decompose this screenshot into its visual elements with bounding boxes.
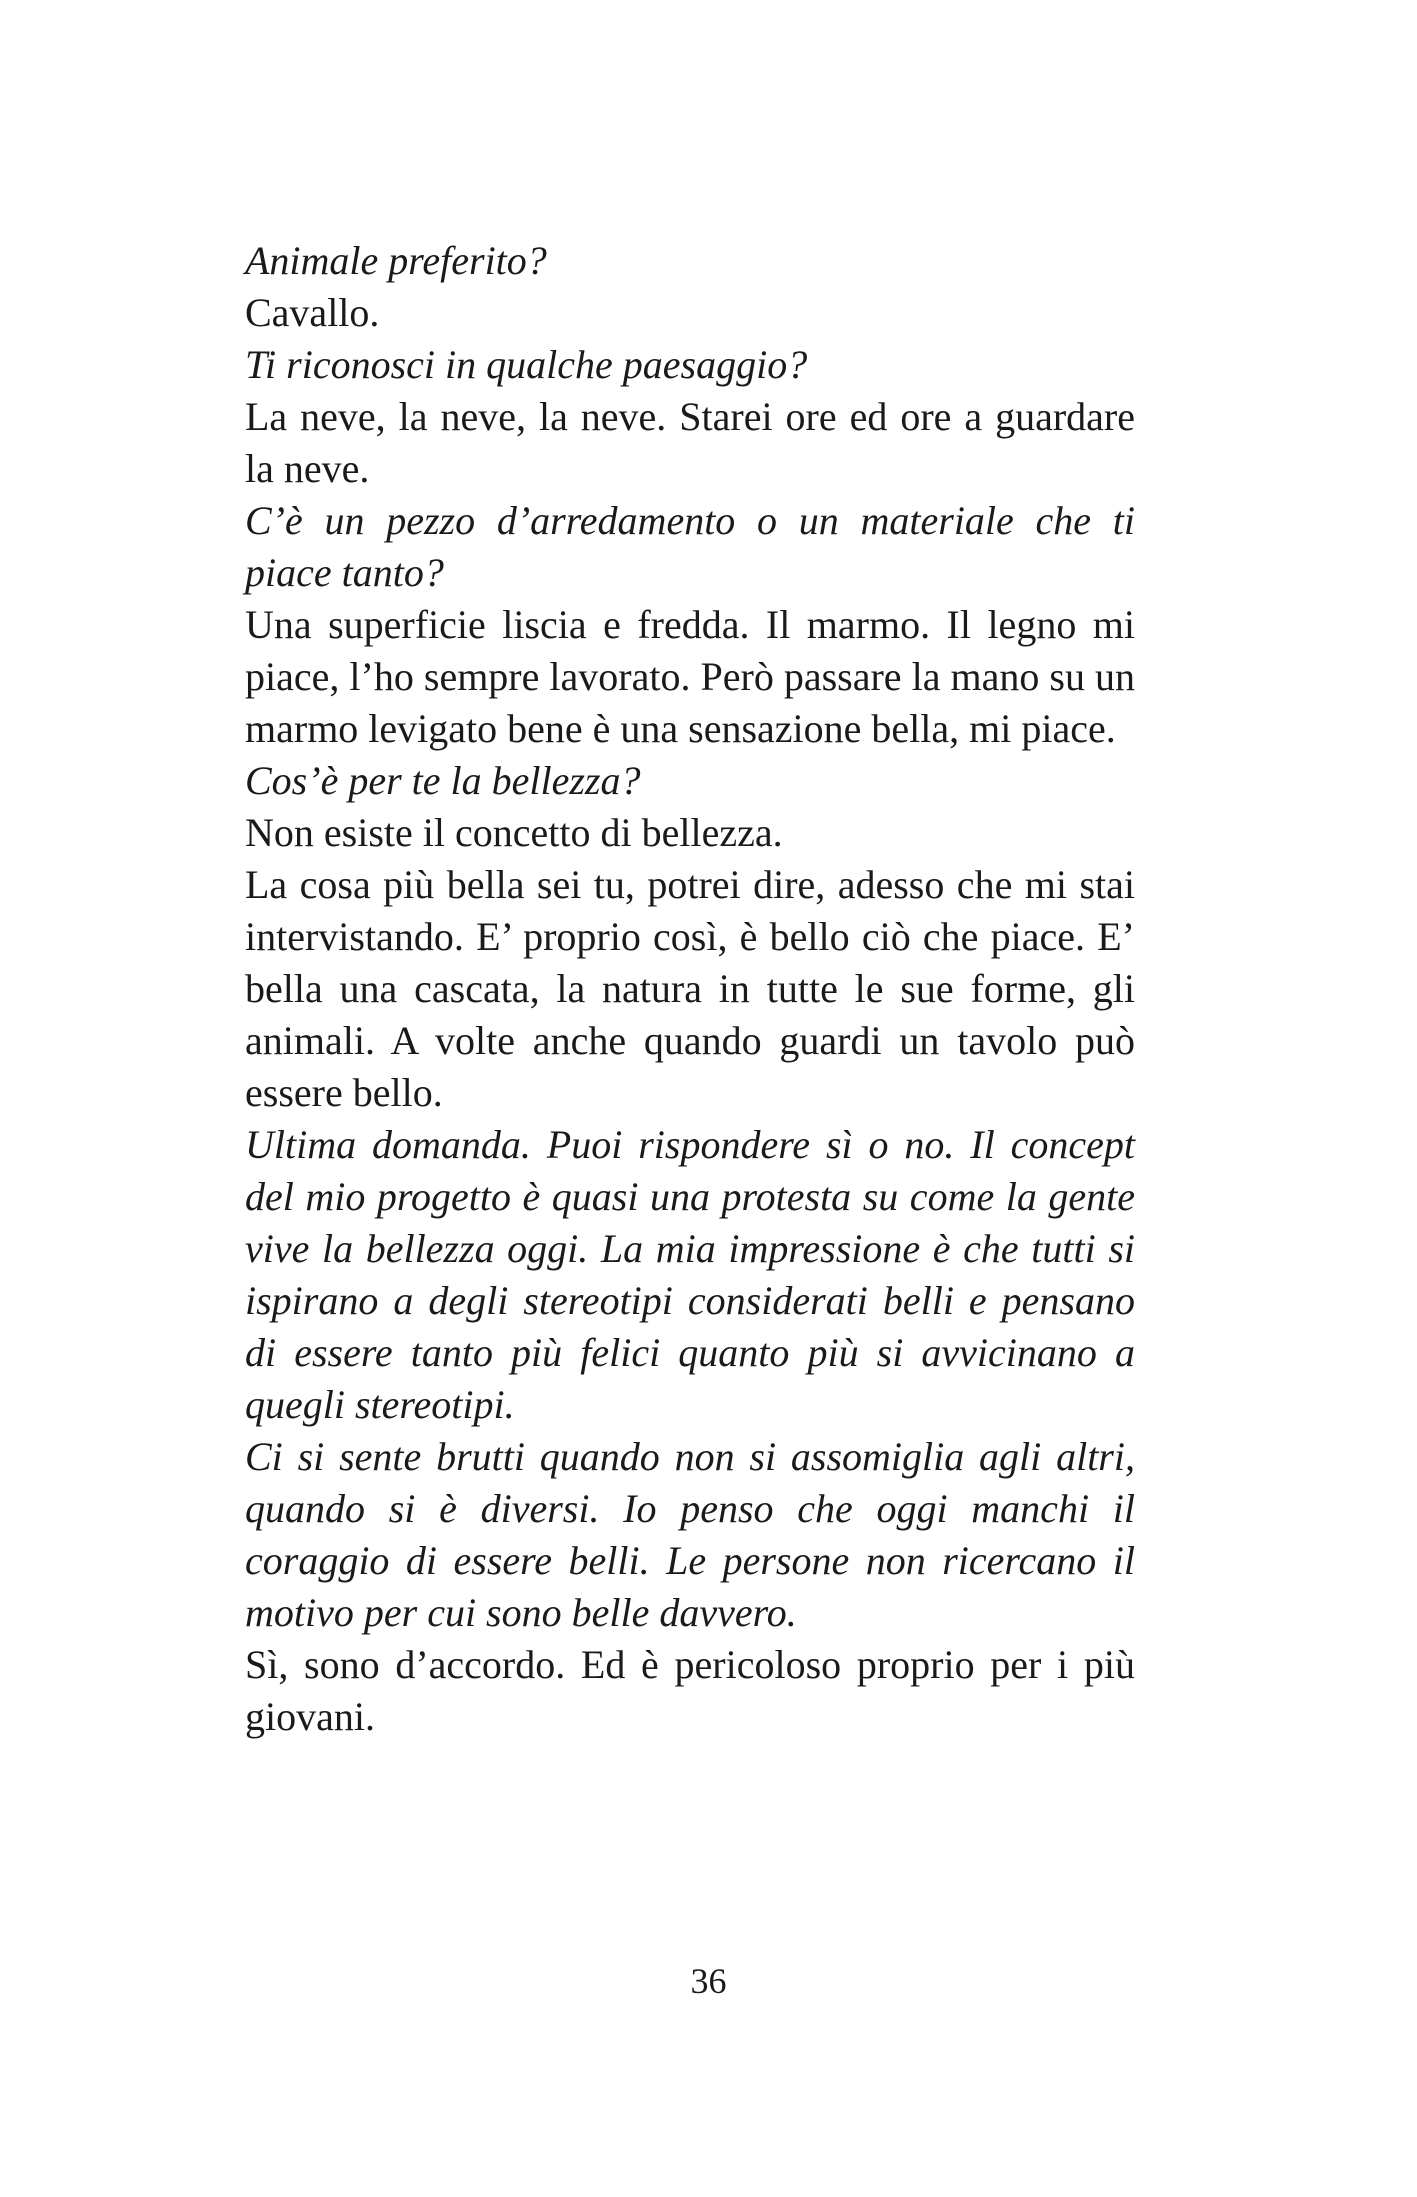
page-number: 36 — [690, 1961, 727, 2001]
answer-paragraph: Cavallo. — [245, 290, 380, 335]
question-paragraph: Cos’è per te la bellezza? — [245, 758, 641, 803]
answer-paragraph: La neve, la neve, la neve. Starei ore ed ore a guardare la neve. — [245, 394, 1135, 491]
question-paragraph: Ultima domanda. Puoi rispondere sì o no. Il concept del mio progetto è quasi una protesta su come la gente vive la bellezza oggi. La mia impressione è che tutti si ispirano a degli stereotipi considerati belli e pensano di essere tanto più felici quanto più si avvicinano a quegli stereotipi. — [245, 1122, 1135, 1427]
answer-paragraph: La cosa più bella sei tu, potrei dire, adesso che mi stai intervistando. E’ proprio così, è bello ciò che piace. E’ bella una cascata, la natura in tutte le sue forme, gli animali. A volte anche quando guardi un tavolo può essere bello. — [245, 862, 1135, 1115]
question-paragraph: Ti riconosci in qualche paesaggio? — [245, 342, 808, 387]
answer-paragraph: Sì, sono d’accordo. Ed è pericoloso proprio per i più giovani. — [245, 1642, 1135, 1739]
question-paragraph: Ci si sente brutti quando non si assomiglia agli altri, quando si è diversi. Io penso che oggi manchi il coraggio di essere belli. Le persone non ricercano il motivo per cui sono belle davvero. — [245, 1434, 1135, 1635]
answer-paragraph: Una superficie liscia e fredda. Il marmo. Il legno mi piace, l’ho sempre lavorato. Però passare la mano su un marmo levigato bene è una sensazione bella, mi piace. — [245, 602, 1135, 751]
question-paragraph: Animale preferito? — [245, 238, 547, 283]
interview-text — [245, 235, 1135, 1743]
answer-paragraph: Non esiste il concetto di bellezza. — [245, 810, 783, 855]
question-paragraph: C’è un pezzo d’arredamento o un materiale che ti piace tanto? — [245, 498, 1135, 595]
